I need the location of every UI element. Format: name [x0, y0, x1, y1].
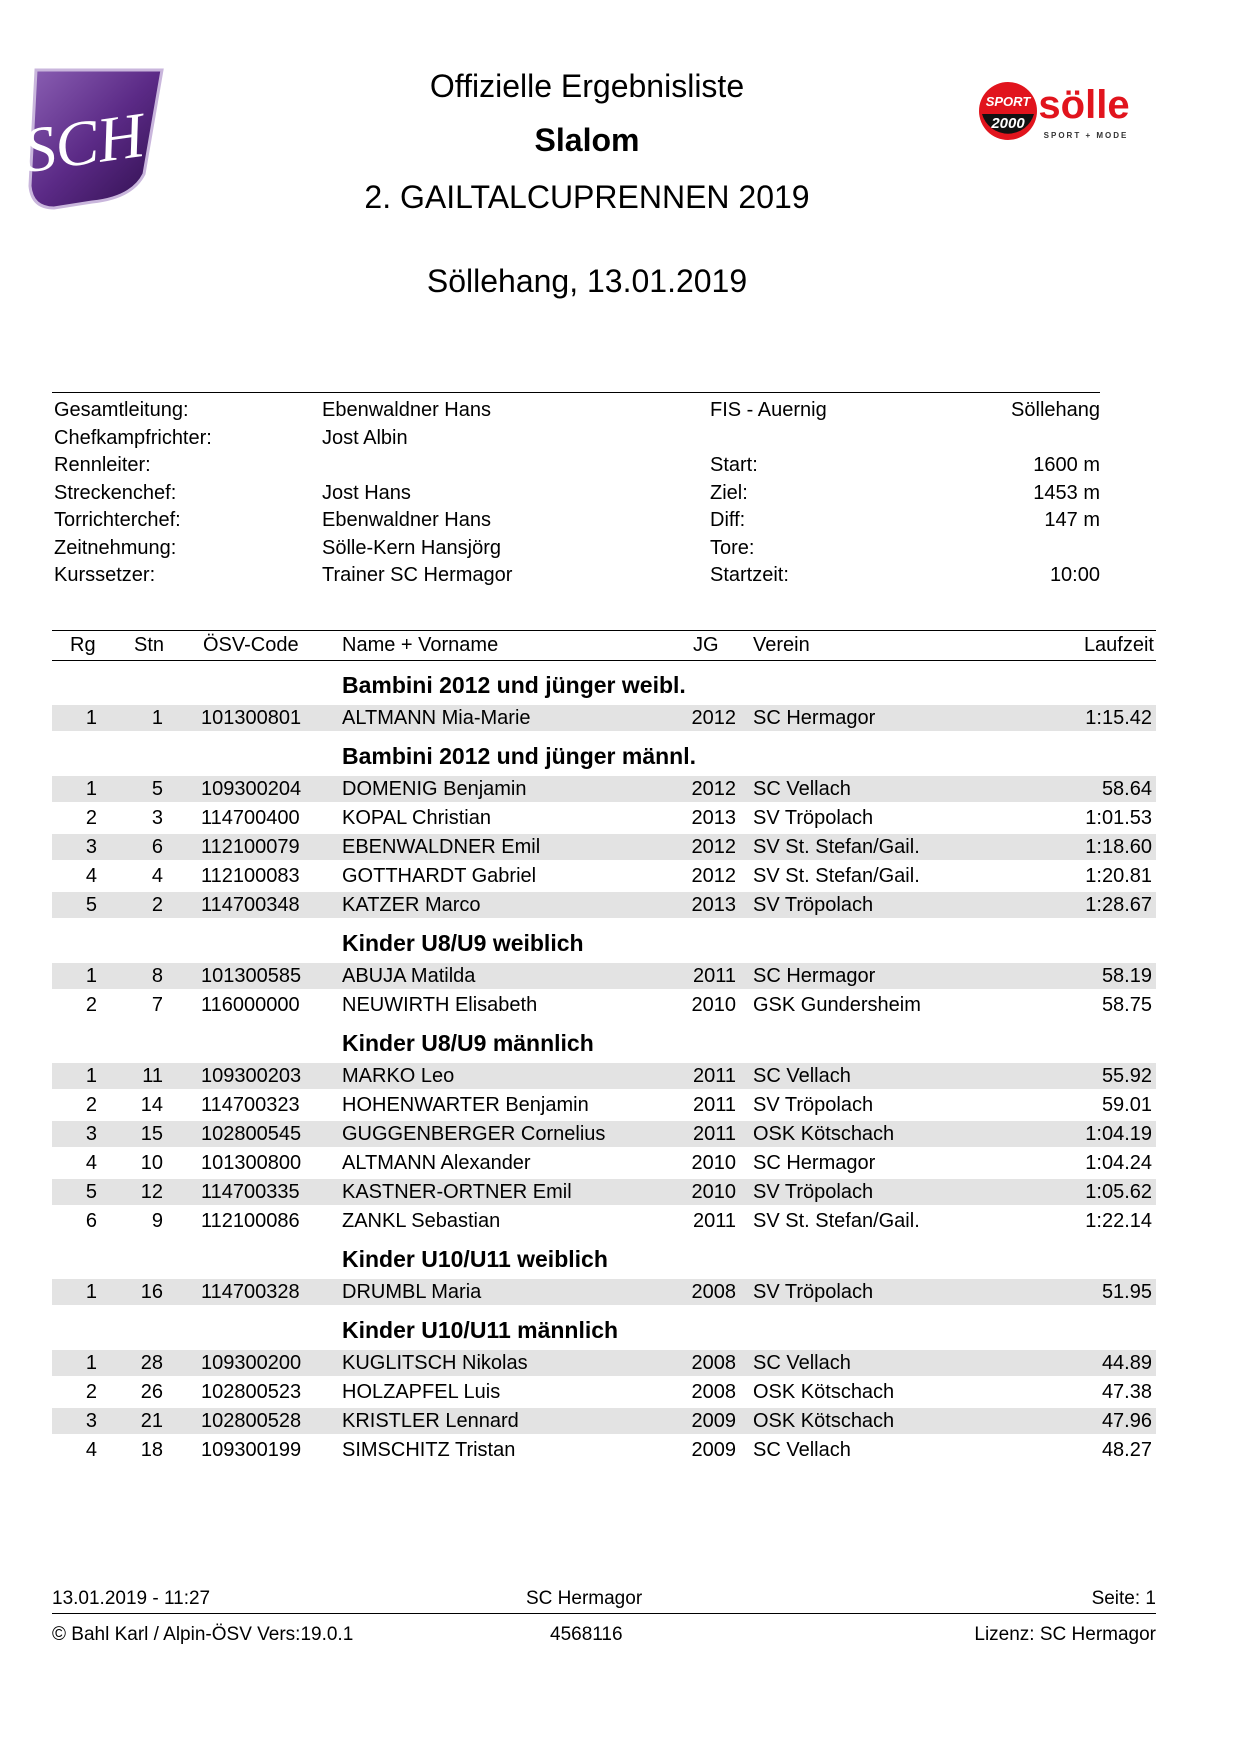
cell-verein: SC Hermagor — [753, 707, 876, 729]
cell-code: 101300585 — [201, 965, 302, 987]
cell-name: KOPAL Christian — [342, 807, 491, 829]
official-role: Chefkampfrichter: — [54, 426, 212, 449]
cell-rg: 6 — [85, 1210, 97, 1232]
cell-jg: 2012 — [691, 707, 736, 729]
cell-verein: SV Tröpolach — [753, 1094, 874, 1116]
cell-stn: 16 — [140, 1281, 163, 1303]
col-rg: Rg — [70, 634, 96, 656]
cell-stn: 2 — [151, 894, 163, 916]
cell-jg: 2012 — [691, 836, 736, 858]
table-row — [52, 1379, 1156, 1405]
cell-jg: 2008 — [691, 1352, 736, 1374]
cell-rg: 1 — [85, 778, 97, 800]
table-row — [52, 892, 1156, 918]
table-row — [52, 1408, 1156, 1434]
cell-rg: 3 — [85, 836, 97, 858]
footer-copyright: © Bahl Karl / Alpin-ÖSV Vers:19.0.1 — [52, 1624, 354, 1645]
table-row — [52, 834, 1156, 860]
cell-stn: 18 — [140, 1439, 163, 1461]
cell-jg: 2008 — [691, 1281, 736, 1303]
event-title: 2. GAILTALCUPRENNEN 2019 — [364, 179, 810, 215]
cell-rg: 1 — [85, 1352, 97, 1374]
cell-name: KRISTLER Lennard — [342, 1410, 519, 1432]
table-header-bottom-rule — [52, 660, 1156, 661]
course-value: 1600 m — [1033, 454, 1100, 476]
footer-page: Seite: 1 — [1091, 1588, 1156, 1609]
cell-rg: 1 — [85, 1281, 97, 1303]
cell-code: 102800528 — [201, 1410, 302, 1432]
cell-code: 112100079 — [201, 836, 300, 858]
cell-laufzeit: 1:04.19 — [1085, 1123, 1152, 1145]
cell-rg: 4 — [85, 865, 97, 887]
cell-laufzeit: 44.89 — [1101, 1352, 1152, 1374]
cell-verein: OSK Kötschach — [753, 1381, 895, 1403]
cell-verein: OSK Kötschach — [753, 1123, 895, 1145]
cell-verein: SV St. Stefan/Gail. — [753, 865, 920, 887]
officials-top-rule — [52, 392, 1100, 393]
cell-laufzeit: 48.27 — [1101, 1439, 1152, 1461]
table-row — [52, 1092, 1156, 1118]
cell-rg: 1 — [85, 965, 97, 987]
cell-code: 102800523 — [201, 1381, 302, 1403]
official-role: Streckenchef: — [54, 481, 177, 504]
cell-stn: 4 — [151, 865, 163, 887]
cell-code: 101300801 — [201, 707, 302, 729]
official-name: Ebenwaldner Hans — [322, 509, 491, 531]
cell-laufzeit: 51.95 — [1101, 1281, 1152, 1303]
table-row — [52, 1437, 1156, 1463]
course-value: Söllehang — [1011, 399, 1100, 421]
table-row — [52, 1063, 1156, 1089]
cell-name: DRUMBL Maria — [342, 1281, 482, 1303]
cell-name: ABUJA Matilda — [342, 965, 476, 987]
official-role: Kurssetzer: — [54, 564, 156, 586]
col-name: Name + Vorname — [342, 634, 499, 656]
cell-code: 109300204 — [201, 778, 302, 800]
cell-stn: 26 — [140, 1381, 163, 1403]
category-heading: Bambini 2012 und jünger weibl. — [342, 672, 686, 698]
sponsor-name: sölle — [1038, 83, 1130, 127]
cell-code: 112100086 — [201, 1210, 300, 1232]
cell-laufzeit: 58.75 — [1101, 994, 1152, 1016]
cell-name: MARKO Leo — [342, 1065, 455, 1087]
cell-jg: 2010 — [691, 1152, 736, 1174]
table-header-top-rule — [52, 630, 1156, 631]
cell-jg: 2011 — [692, 1065, 736, 1087]
cell-name: NEUWIRTH Elisabeth — [342, 994, 538, 1016]
cell-stn: 11 — [142, 1065, 163, 1087]
footer-club: SC Hermagor — [526, 1588, 643, 1609]
cell-jg: 2008 — [691, 1381, 736, 1403]
course-key: Ziel: — [710, 481, 748, 504]
cell-stn: 21 — [140, 1410, 163, 1432]
cell-verein: SC Vellach — [753, 1352, 851, 1374]
cell-rg: 1 — [85, 707, 97, 729]
col-verein: Verein — [753, 634, 810, 656]
cell-code: 109300200 — [201, 1352, 302, 1374]
official-role: Torrichterchef: — [54, 509, 181, 531]
cell-name: KATZER Marco — [342, 894, 481, 916]
cell-jg: 2012 — [691, 778, 736, 800]
cell-code: 101300800 — [201, 1152, 302, 1174]
table-row — [52, 992, 1156, 1018]
cell-laufzeit: 58.64 — [1101, 778, 1152, 800]
cell-stn: 15 — [140, 1123, 163, 1145]
cell-rg: 1 — [85, 1065, 97, 1087]
cell-laufzeit: 1:18.60 — [1085, 836, 1152, 858]
table-row — [52, 1279, 1156, 1305]
cell-jg: 2010 — [691, 1181, 736, 1203]
cell-code: 109300203 — [201, 1065, 302, 1087]
cell-jg: 2011 — [692, 1094, 736, 1116]
cell-stn: 8 — [151, 965, 163, 987]
category-heading: Bambini 2012 und jünger männl. — [342, 743, 697, 769]
cell-jg: 2010 — [691, 994, 736, 1016]
cell-verein: SV St. Stefan/Gail. — [753, 1210, 920, 1232]
official-name: Sölle-Kern Hansjörg — [322, 536, 501, 559]
cell-code: 114700348 — [201, 894, 300, 916]
cell-rg: 4 — [85, 1152, 97, 1174]
official-name: Jost Hans — [322, 481, 411, 504]
cell-verein: SV Tröpolach — [753, 1181, 874, 1203]
cell-stn: 7 — [151, 994, 163, 1016]
table-row — [52, 705, 1156, 731]
cell-name: DOMENIG Benjamin — [342, 778, 527, 800]
cell-laufzeit: 47.38 — [1101, 1381, 1152, 1403]
footer-id: 4568116 — [550, 1624, 623, 1645]
cell-verein: OSK Kötschach — [753, 1410, 895, 1432]
cell-verein: SV St. Stefan/Gail. — [753, 836, 920, 858]
cell-verein: SV Tröpolach — [753, 894, 874, 916]
cell-name: GUGGENBERGER Cornelius — [342, 1123, 606, 1145]
table-row — [52, 776, 1156, 802]
cell-rg: 4 — [85, 1439, 97, 1461]
table-row — [52, 1350, 1156, 1376]
course-key: Diff: — [710, 509, 746, 531]
cell-rg: 5 — [85, 894, 97, 916]
cell-name: SIMSCHITZ Tristan — [342, 1439, 516, 1461]
cell-jg: 2013 — [691, 894, 736, 916]
cell-laufzeit: 1:04.24 — [1085, 1152, 1152, 1174]
cell-name: ALTMANN Mia-Marie — [342, 707, 531, 729]
cell-code: 114700328 — [201, 1281, 300, 1303]
table-row — [52, 1121, 1156, 1147]
course-key: Start: — [710, 454, 758, 476]
cell-rg: 2 — [85, 994, 97, 1016]
course-key: FIS - Auernig — [710, 399, 827, 421]
official-name: Jost Albin — [322, 426, 408, 449]
cell-verein: SC Vellach — [753, 1439, 851, 1461]
cell-stn: 28 — [140, 1352, 163, 1374]
cell-stn: 14 — [140, 1094, 163, 1116]
cell-name: KASTNER-ORTNER Emil — [342, 1181, 572, 1203]
cell-laufzeit: 1:22.14 — [1085, 1210, 1152, 1232]
cell-rg: 2 — [85, 807, 97, 829]
table-row — [52, 805, 1156, 831]
official-name: Trainer SC Hermagor — [322, 564, 513, 586]
cell-stn: 3 — [151, 807, 163, 829]
official-role: Zeitnehmung: — [54, 536, 177, 559]
cell-stn: 5 — [151, 778, 163, 800]
cell-jg: 2009 — [691, 1410, 736, 1432]
discipline-title: Slalom — [534, 122, 640, 158]
cell-name: EBENWALDNER Emil — [342, 836, 541, 858]
cell-code: 102800545 — [201, 1123, 302, 1145]
club-logo-letters: SCH — [22, 98, 149, 187]
cell-verein: SC Hermagor — [753, 1152, 876, 1174]
course-value: 147 m — [1044, 509, 1100, 531]
cell-code: 114700335 — [201, 1181, 300, 1203]
cell-jg: 2011 — [692, 965, 736, 987]
col-stn: Stn — [134, 634, 165, 656]
cell-rg: 2 — [85, 1094, 97, 1116]
category-heading: Kinder U10/U11 männlich — [342, 1317, 619, 1343]
cell-verein: GSK Gundersheim — [753, 994, 921, 1016]
cell-stn: 12 — [140, 1181, 163, 1203]
col-code: ÖSV-Code — [203, 634, 299, 656]
table-row — [52, 1208, 1156, 1234]
cell-name: HOHENWARTER Benjamin — [342, 1094, 589, 1116]
cell-laufzeit: 1:28.67 — [1085, 894, 1152, 916]
cell-rg: 2 — [85, 1381, 97, 1403]
cell-stn: 9 — [151, 1210, 163, 1232]
venue-date: Söllehang, 13.01.2019 — [426, 263, 748, 299]
course-value: 10:00 — [1049, 564, 1100, 586]
document-title: Offizielle Ergebnisliste — [429, 68, 745, 104]
cell-code: 109300199 — [201, 1439, 302, 1461]
cell-jg: 2013 — [691, 807, 736, 829]
cell-verein: SC Hermagor — [753, 965, 876, 987]
cell-laufzeit: 55.92 — [1101, 1065, 1152, 1087]
cell-stn: 10 — [140, 1152, 163, 1174]
cell-laufzeit: 1:01.53 — [1085, 807, 1152, 829]
cell-code: 116000000 — [201, 994, 300, 1016]
course-key: Startzeit: — [710, 564, 789, 586]
category-heading: Kinder U10/U11 weiblich — [342, 1246, 608, 1272]
cell-jg: 2011 — [692, 1123, 736, 1145]
col-jg: JG — [693, 634, 719, 656]
sponsor-tagline: SPORT + MODE — [1043, 131, 1129, 140]
cell-jg: 2009 — [691, 1439, 736, 1461]
footer-datetime: 13.01.2019 - 11:27 — [52, 1588, 211, 1609]
table-row — [52, 863, 1156, 889]
cell-stn: 6 — [151, 836, 163, 858]
table-row — [52, 963, 1156, 989]
cell-name: HOLZAPFEL Luis — [342, 1381, 501, 1403]
cell-jg: 2011 — [692, 1210, 736, 1232]
official-role: Gesamtleitung: — [54, 399, 189, 421]
cell-verein: SV Tröpolach — [753, 1281, 874, 1303]
cell-rg: 3 — [85, 1123, 97, 1145]
table-row — [52, 1179, 1156, 1205]
cell-laufzeit: 1:15.42 — [1085, 707, 1152, 729]
cell-verein: SC Vellach — [753, 1065, 851, 1087]
cell-stn: 1 — [151, 707, 163, 729]
category-heading: Kinder U8/U9 weiblich — [342, 930, 584, 956]
sponsor-badge-line1: SPORT — [985, 94, 1031, 109]
cell-name: ZANKL Sebastian — [342, 1210, 501, 1232]
cell-laufzeit: 47.96 — [1101, 1410, 1152, 1432]
cell-code: 112100083 — [201, 865, 300, 887]
category-heading: Kinder U8/U9 männlich — [342, 1030, 594, 1056]
cell-laufzeit: 1:20.81 — [1085, 865, 1152, 887]
cell-jg: 2012 — [691, 865, 736, 887]
footer-license: Lizenz: SC Hermagor — [974, 1624, 1156, 1645]
col-laufzeit: Laufzeit — [1083, 634, 1154, 656]
cell-laufzeit: 58.19 — [1101, 965, 1152, 987]
cell-laufzeit: 1:05.62 — [1085, 1181, 1152, 1203]
footer-rule — [52, 1613, 1156, 1614]
cell-name: ALTMANN Alexander — [342, 1152, 531, 1174]
official-role: Rennleiter: — [54, 454, 151, 476]
cell-name: GOTTHARDT Gabriel — [342, 865, 537, 887]
cell-verein: SC Vellach — [753, 778, 851, 800]
official-name: Ebenwaldner Hans — [322, 399, 491, 421]
cell-rg: 3 — [85, 1410, 97, 1432]
sponsor-badge-line2: 2000 — [991, 115, 1025, 132]
course-key: Tore: — [710, 536, 755, 559]
cell-laufzeit: 59.01 — [1101, 1094, 1152, 1116]
cell-code: 114700323 — [201, 1094, 300, 1116]
cell-code: 114700400 — [201, 807, 300, 829]
table-row — [52, 1150, 1156, 1176]
course-value: 1453 m — [1033, 481, 1100, 504]
cell-verein: SV Tröpolach — [753, 807, 874, 829]
cell-rg: 5 — [85, 1181, 97, 1203]
cell-name: KUGLITSCH Nikolas — [342, 1352, 528, 1374]
